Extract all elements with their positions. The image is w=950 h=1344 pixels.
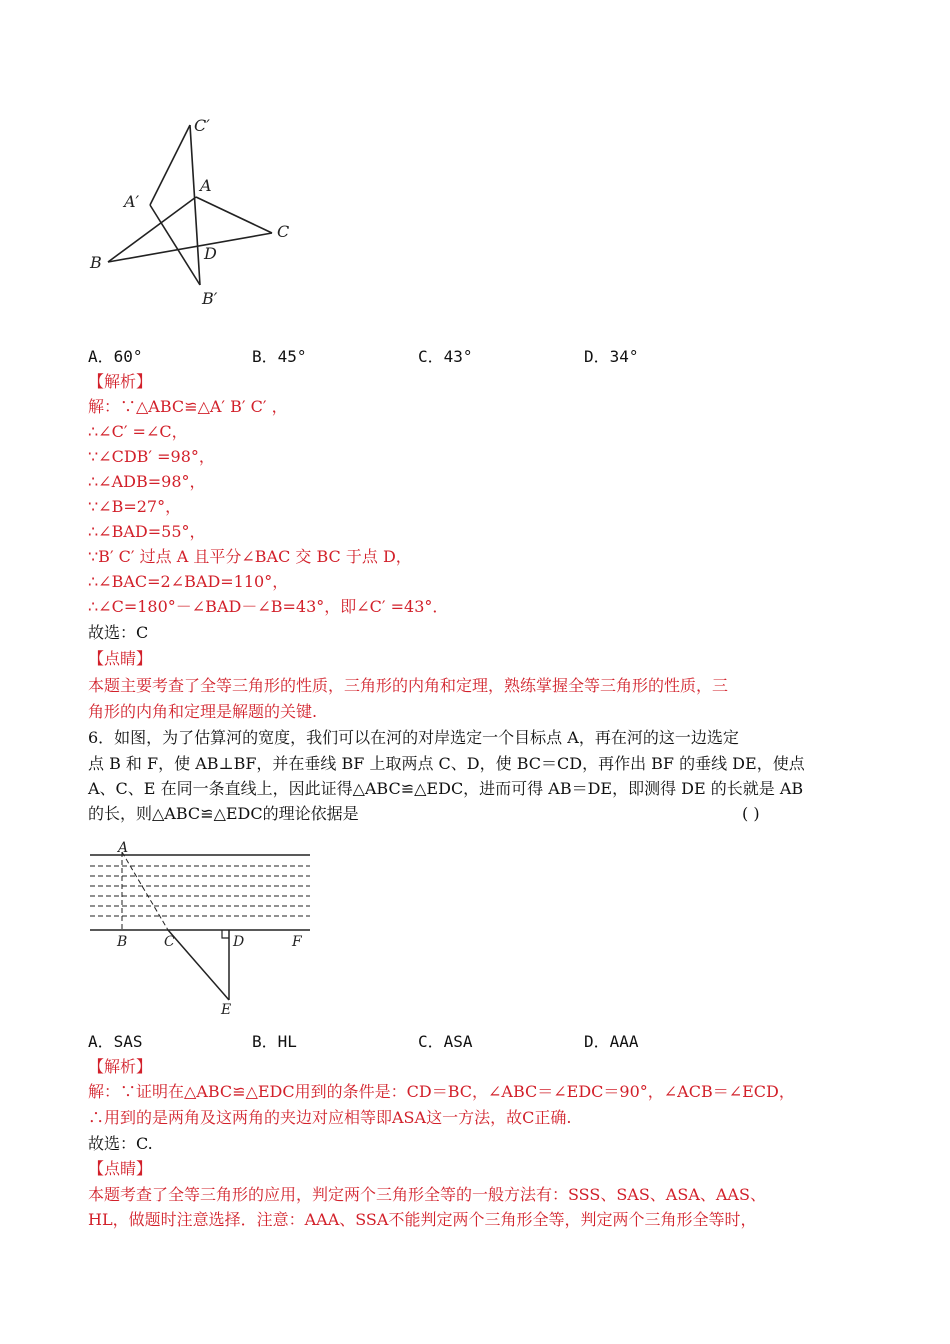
q5-analysis-line-6: ∴∠BAD=55°，	[88, 522, 206, 541]
q5-analysis-line-9: ∴∠C=180°－∠BAD－∠B=43°，即∠C′ =43°．	[88, 597, 449, 616]
q6-stem-line-3: A、C、E 在同一条直线上，因此证得△ABC≌△EDC，进而可得 AB＝DE，即测得 DE 的长就是 AB	[88, 779, 804, 798]
river-label-e: E	[221, 1002, 232, 1018]
q5-analysis-heading: 【解析】	[88, 372, 153, 391]
q6-stem-line-4: 的长，则△ABC≌△EDC的理论依据是	[88, 804, 359, 823]
q5-analysis-line-8: ∴∠BAC=2∠BAD=110°，	[88, 572, 289, 591]
label-b: B	[90, 253, 102, 272]
q5-analysis-line-3: ∵∠CDB′ =98°，	[88, 447, 215, 466]
q6-analysis-line-1: 解：∵证明在△ABC≌△EDC用到的条件是：CD＝BC，∠ABC＝∠EDC＝90°，∠ACB＝∠ECD，	[88, 1082, 795, 1101]
q5-analysis-line-2: ∴∠C′ =∠C，	[88, 422, 188, 441]
label-b-prime: B′	[202, 289, 218, 308]
q6-comment-line-2: HL，做题时注意选择．注意：AAA、SSA不能判定两个三角形全等，判定两个三角形全等时，	[88, 1210, 757, 1229]
q6-option-c: C．ASA	[418, 1032, 473, 1051]
q5-comment-line-1: 本题主要考查了全等三角形的性质，三角形的内角和定理，熟练掌握全等三角形的性质，三	[88, 676, 729, 695]
label-a: A	[200, 176, 212, 195]
label-a-prime: A′	[124, 192, 140, 211]
q5-comment-line-2: 角形的内角和定理是解题的关键.	[88, 702, 318, 721]
q5-analysis-line-1: 解：∵△ABC≌△A′ B′ C′ ，	[88, 397, 288, 416]
triangle-figure	[80, 110, 310, 310]
q6-analysis-line-2: ∴用到的是两角及这两角的夹边对应相等即ASA这一方法，故C正确.	[88, 1108, 572, 1127]
river-label-d: D	[233, 934, 245, 950]
q6-analysis-heading: 【解析】	[88, 1057, 153, 1076]
q5-comment-heading: 【点睛】	[88, 649, 153, 668]
label-d: D	[204, 244, 217, 263]
q6-comment-line-1: 本题考查了全等三角形的应用，判定两个三角形全等的一般方法有：SSS、SAS、ASA、AAS、	[88, 1185, 766, 1204]
river-label-c: C	[164, 934, 175, 950]
q5-analysis-line-7: ∵B′ C′ 过点 A 且平分∠BAC 交 BC 于点 D，	[88, 547, 412, 566]
river-label-a: A	[118, 840, 129, 856]
q5-option-d: D．34°	[584, 347, 639, 366]
q5-option-c: C．43°	[418, 347, 473, 366]
river-label-f: F	[292, 934, 302, 950]
label-c: C	[277, 222, 290, 241]
q5-answer: 故选：C	[88, 623, 149, 642]
q5-analysis-line-5: ∵∠B=27°，	[88, 497, 182, 516]
river-figure	[86, 838, 318, 1018]
q5-option-b: B．45°	[252, 347, 307, 366]
q6-answer-paren: ( )	[742, 804, 760, 823]
q6-option-b: B．HL	[252, 1032, 297, 1051]
q5-analysis-line-4: ∴∠ADB=98°，	[88, 472, 206, 491]
q6-option-a: A．SAS	[88, 1032, 143, 1051]
q6-option-d: D．AAA	[584, 1032, 639, 1051]
river-label-b: B	[117, 934, 128, 950]
label-c-prime: C′	[194, 116, 210, 135]
q6-answer: 故选：C.	[88, 1134, 153, 1153]
q5-option-a: A．60°	[88, 347, 143, 366]
q6-comment-heading: 【点睛】	[88, 1159, 153, 1178]
q6-stem-line-2: 点 B 和 F，使 AB⊥BF，并在垂线 BF 上取两点 C、D，使 BC＝CD，再作出 BF 的垂线 DE，使点	[88, 754, 805, 773]
q6-stem-line-1: 6．如图，为了估算河的宽度，我们可以在河的对岸选定一个目标点 A，再在河的这一边选定	[88, 728, 739, 747]
